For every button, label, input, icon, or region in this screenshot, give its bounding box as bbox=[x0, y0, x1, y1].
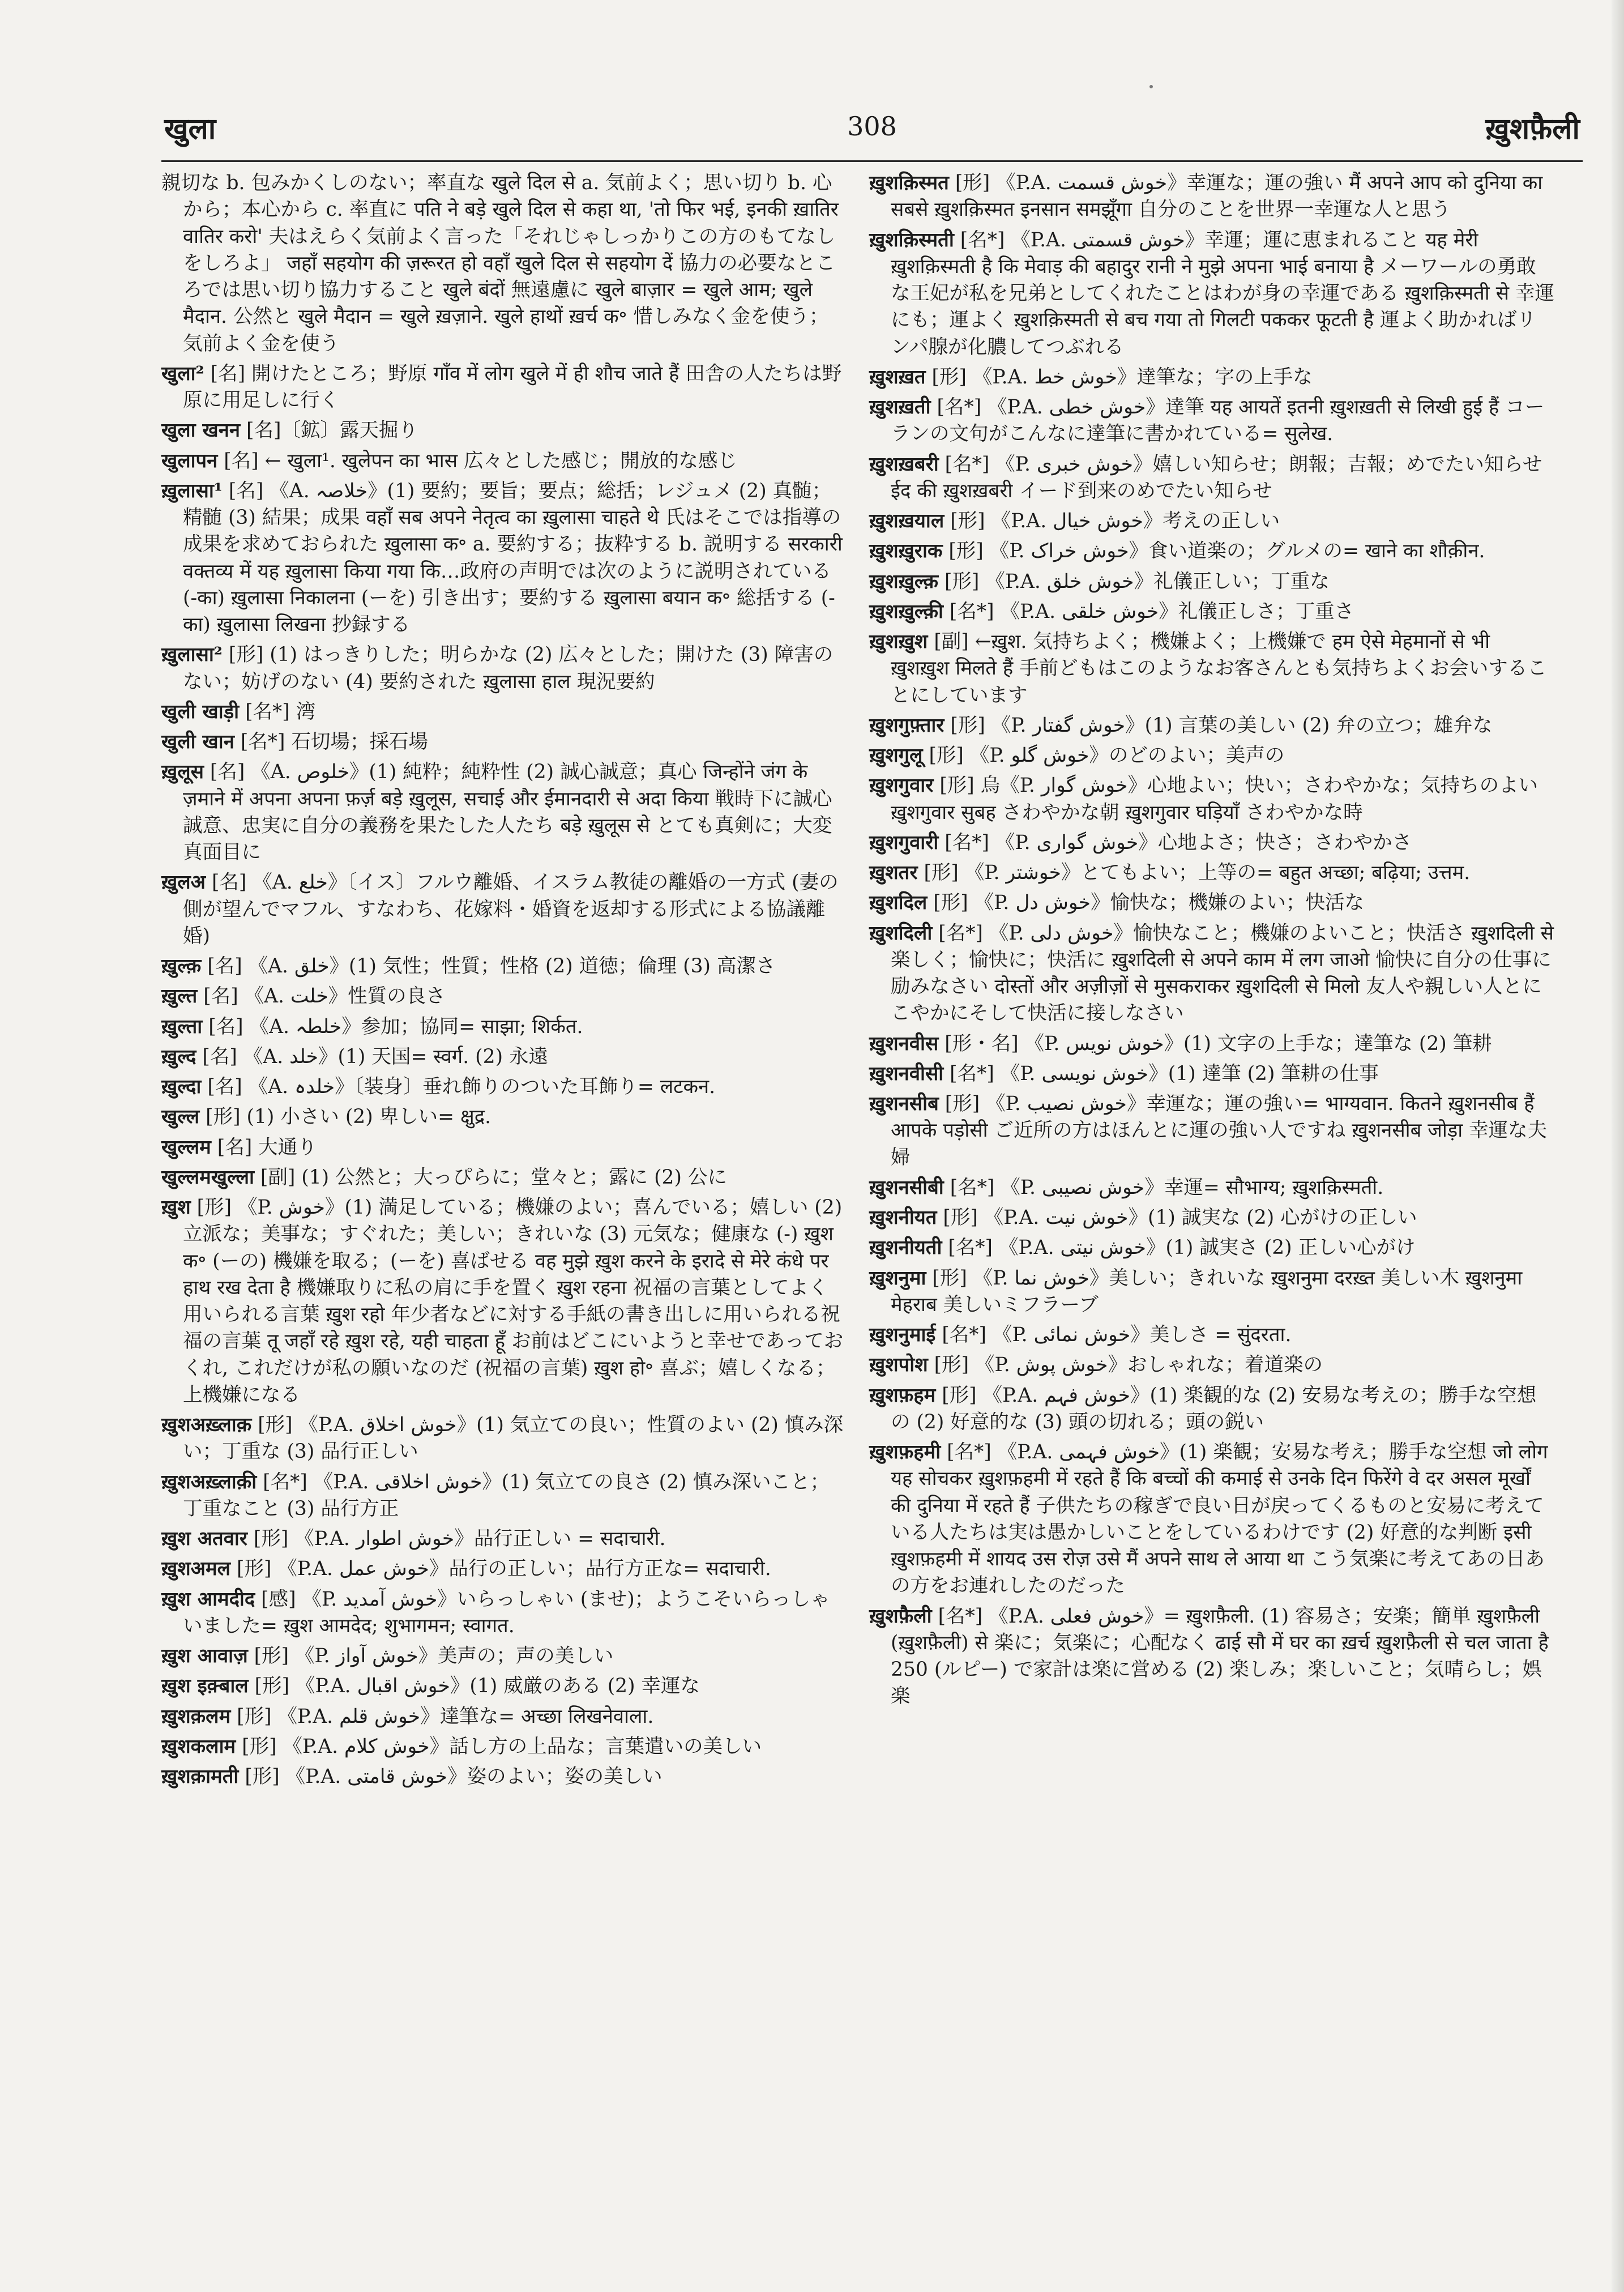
definition: [形] 《P.A. خوش قسمت》幸運な；運の強い मैं अपने आप को दुनिया का सबसे ख़ुशक़िस्मत इनसान समझूँगा 自分のことを世界一幸運な人と思う bbox=[891, 172, 1543, 221]
definition: [形] 《P. خوش خراک》食い道楽の；グルメの= खाने का शौक़ीन. bbox=[948, 540, 1485, 563]
definition: [形] 《P.A. خوش عمل》品行の正しい；品行方正な= सदाचारी. bbox=[237, 1557, 771, 1581]
dictionary-entry bbox=[869, 569, 1554, 595]
headword: ख़ुशनुमाई bbox=[869, 1324, 936, 1346]
definition: [副] ←ख़ुश. 気持ちよく；機嫌よく；上機嫌で हम ऐसे मेहमानों से भी ख़ुशख़ुश मिलते हैं 手前どもはこのようなお客さんとも気持ちよくお会いすることにしています bbox=[891, 630, 1547, 707]
definition: [名] ← खुला¹. खुलेपन का भास 広々とした感じ；開放的な感じ bbox=[224, 449, 738, 472]
right-column bbox=[869, 170, 1554, 1714]
headword: ख़ुश आमदीद bbox=[161, 1587, 255, 1611]
definition: [形・名] 《P. خوش نویس》(1) 文字の上手な；達筆な (2) 筆耕 bbox=[945, 1032, 1492, 1055]
dictionary-entry bbox=[869, 451, 1554, 505]
headword: ख़ुशक़िस्मत bbox=[869, 172, 949, 194]
headword: ख़ुशअमल bbox=[161, 1557, 231, 1581]
dictionary-entry bbox=[869, 1265, 1554, 1319]
dictionary-entry bbox=[161, 1526, 847, 1552]
dictionary-entry bbox=[869, 1603, 1554, 1710]
headword: ख़ुशक़ामती bbox=[161, 1765, 239, 1788]
dictionary-entry bbox=[869, 599, 1554, 625]
dictionary-entry bbox=[869, 1205, 1554, 1231]
dictionary-entry bbox=[161, 361, 847, 415]
headword: ख़ुशख़ती bbox=[869, 396, 931, 419]
definition: [形] 《P. خوش نصیب》幸運な；運の強い= भाग्यवान. कितने ख़ुशनसीब हैं आपके पड़ोसी ご近所の方はほんとに運の強い人ですね ख़ुशनसीब जोड़ा 幸運な夫婦 bbox=[891, 1092, 1548, 1169]
definition: [形] 《P.A. خوش اقبال》(1) 威厳のある (2) 幸運な bbox=[254, 1675, 700, 1698]
dictionary-entry bbox=[869, 394, 1554, 448]
dictionary-entry bbox=[161, 170, 847, 357]
headword: ख़ुशतर bbox=[869, 861, 918, 884]
dictionary-entry bbox=[161, 642, 847, 695]
dictionary-entry bbox=[161, 478, 847, 639]
headword: ख़ुशअख़्लाक़ी bbox=[161, 1470, 257, 1493]
definition: [名*] 《P.A. خوش نیتی》(1) 誠実さ (2) 正しい心がけ bbox=[948, 1236, 1416, 1260]
headword: ख़ुलअ bbox=[161, 871, 206, 894]
headword: खुल्लमखुल्ला bbox=[161, 1166, 254, 1189]
headword: ख़ुशनवीस bbox=[869, 1032, 939, 1055]
headword: ख़ुशख़बरी bbox=[869, 453, 939, 476]
dictionary-entry bbox=[161, 953, 847, 980]
dictionary-entry bbox=[869, 742, 1554, 769]
headword: ख़ुशनसीबी bbox=[869, 1176, 944, 1199]
definition: [名] 《A. خلت》性質の良さ bbox=[203, 985, 446, 1008]
headword: ख़ुशगुफ़्तार bbox=[869, 714, 945, 737]
definition: [名*] 《P. خوش گواری》心地よさ；快さ；さわやかさ bbox=[945, 831, 1412, 854]
headword: ख़ुल्त bbox=[161, 985, 198, 1008]
dictionary-entry bbox=[869, 920, 1554, 1027]
headword: ख़ुशख़ुराक bbox=[869, 540, 943, 563]
dictionary-entry bbox=[161, 1014, 847, 1040]
definition: [形] 《P. خوش گفتار》(1) 言葉の美しい (2) 弁の立つ；雄弁な bbox=[950, 714, 1493, 737]
definition: [形] 《P. خوش پوش》おしゃれな；着道楽の bbox=[934, 1354, 1323, 1377]
definition: [名*] 《P. خوش خبری》嬉しい知らせ；朗報；吉報；めでたい知らせ ईद की ख़ुशख़बरी イード到来のめでたい知らせ bbox=[891, 453, 1542, 502]
definition: [名*] 湾 bbox=[245, 700, 316, 723]
headword: ख़ुश इक़्बाल bbox=[161, 1675, 249, 1698]
dictionary-entry bbox=[869, 227, 1554, 361]
definition: [名] 《A. خلق》(1) 気性；性質；性格 (2) 道徳；倫理 (3) 高潔さ bbox=[207, 955, 776, 978]
headword: ख़ुल्क़ bbox=[161, 955, 202, 978]
headword: ख़ुशनुमा bbox=[869, 1266, 926, 1290]
dictionary-entry bbox=[869, 170, 1554, 224]
running-head-left: खुला bbox=[164, 112, 216, 146]
dictionary-entry bbox=[869, 1175, 1554, 1201]
headword: ख़ुशनीयत bbox=[869, 1206, 937, 1229]
definition: [形] 《P. خوش》(1) 満足している；機嫌のよい；喜んでいる；嬉しい (2) 立派な；美事な；すぐれた；美しい；きれいな (3) 元気な；健康な (-) ख़ुश क॰ (ーの) 機嫌を取る；(ーを) 喜ばせる वह मुझे ख़ुश करने के इरादे से मेरे कंधे पर हाथ रख देता है 機嫌取りに私の肩に手を置く ख़ुश रहना 祝福の言葉としてよく用いられる言葉 ख़ुश रहो 年少者などに対する手紙の書き出しに用いられる祝福の言葉 तू जहाँ रहे ख़ुश रहे, यही चाहता हूँ お前はどこにいようと幸せであっておくれ, これだけが私の願いなのだ (祝福の言葉) ख़ुश हो॰ 喜ぶ；嬉しくなる；上機嫌になる bbox=[183, 1196, 844, 1406]
definition: [名]〔鉱〕露天掘り bbox=[246, 419, 418, 442]
definition: [名] 《A. خلدہ》〔装身〕垂れ飾りのついた耳飾り= लटकन. bbox=[207, 1075, 716, 1098]
definition: [形] 《P.A. خوش اخلاق》(1) 気立ての良い；性質のよい (2) 慎み深い；丁重な (3) 品行正しい bbox=[183, 1414, 844, 1463]
definition: [名] 開けたところ；野原 गाँव में लोग खुले में ही शौच जाते हैं 田舎の人たちは野原に用足しに行く bbox=[183, 362, 842, 412]
definition: [名*] 《P. خوش دلی》愉快なこと；機嫌のよいこと；快活さ ख़ुशदिली से 楽しく；愉快に；快活に ख़ुशदिली से अपने काम में लग जाओ 愉快に自分の仕事に励みなさい दोस्तों और अज़ीज़ों से मुसकराकर ख़ुशदिली से मिलो 友人や親しい人とにこやかにそして快活に接しなさい bbox=[891, 921, 1554, 1025]
definition: [形] 《P.A. خوش اطوار》品行正しい = सदाचारी. bbox=[253, 1527, 666, 1550]
dictionary-entry bbox=[869, 1439, 1554, 1600]
headword: ख़ुशदिली bbox=[869, 921, 933, 945]
headword: खुलापन bbox=[161, 449, 218, 472]
definition: [名] 《A. خلد》(1) 天国= स्वर्ग. (2) 永遠 bbox=[202, 1045, 549, 1068]
definition: [名] 《A. خلاصہ》(1) 要約；要旨；要点；総括；レジュメ (2) 真髄；精髄 (3) 結果；成果 वहाँ सब अपने नेतृत्व का ख़ुलासा चाहते थे 氏はそこでは指導の成果を求めておられた ख़ुलासा क॰ a. 要約する；抜粋する b. 説明する सरकारी वक्तव्य में यह ख़ुलासा किया गया कि…政府の声明では次のように説明されている (-का) ख़ुलासा निकालना (ーを) 引き出す；要約する ख़ुलासा बयान क॰ 総括する (-का) ख़ुलासा लिखना 抄録する bbox=[183, 479, 843, 636]
dictionary-entry bbox=[869, 712, 1554, 739]
headword: ख़ुल्द bbox=[161, 1045, 196, 1068]
definition: [名*] 《P.A. خوش فعلی》= ख़ुशफ़ैली. (1) 容易さ；安楽；簡単 ख़ुशफ़ैली (ख़ुशफ़ैली) से 楽に；気楽に；心配なく ढाई सौ में घर का ख़र्च ख़ुशफ़ैली से चल जाता है 250 (ルピー) で家計は楽に営める (2) 楽しみ；楽しいこと；気晴らし；娯楽 bbox=[891, 1604, 1549, 1708]
dictionary-entry bbox=[161, 1643, 847, 1670]
dictionary-entry bbox=[161, 1764, 847, 1790]
definition: [形] 烏《P. خوش گوار》心地よい；快い；さわやかな；気持ちのよい ख़ुशगुवार सुबह さわやかな朝 ख़ुशगुवार घड़ियाँ さわやかな時 bbox=[891, 774, 1538, 824]
dictionary-entry bbox=[161, 1164, 847, 1191]
scan-edge bbox=[1612, 0, 1624, 2292]
dictionary-entry bbox=[161, 1586, 847, 1640]
definition: [名*] 《P. خوش نمائی》美しさ = सुंदरता. bbox=[942, 1324, 1292, 1346]
header-rule bbox=[161, 160, 1583, 162]
headword: ख़ुशख़ुश bbox=[869, 630, 928, 653]
running-head-right: ख़ुशफ़ैली bbox=[1485, 112, 1580, 146]
page-number: 308 bbox=[847, 111, 897, 142]
definition: [形] 《P. خوش گلو》のどのよい；美声の bbox=[929, 744, 1285, 767]
headword: ख़ुशख़ुल्क़ bbox=[869, 570, 938, 593]
dictionary-entry bbox=[869, 508, 1554, 535]
headword: खुली खान bbox=[161, 731, 234, 753]
dictionary-entry bbox=[161, 1104, 847, 1130]
dictionary-entry bbox=[869, 1091, 1554, 1171]
left-column bbox=[161, 170, 847, 1794]
headword: ख़ुशदिल bbox=[869, 891, 928, 915]
definition: [名*] 《P.A. خوش خلقی》礼儀正しさ；丁重さ bbox=[949, 600, 1354, 623]
definition: [形] 《P.A. خوش فہم》(1) 楽観的な (2) 安易な考えの；勝手な空想の (2) 好意的な (3) 頭の切れる；頭の鋭い bbox=[891, 1384, 1537, 1433]
scan-speck bbox=[1149, 85, 1153, 88]
headword: ख़ुशअख़्लाक़ bbox=[161, 1414, 252, 1436]
headword: ख़ुशख़याल bbox=[869, 510, 945, 532]
headword: ख़ुशफ़ैली bbox=[869, 1604, 932, 1628]
definition: [名] 大通り bbox=[217, 1136, 317, 1159]
dictionary-entry bbox=[869, 890, 1554, 916]
headword: ख़ुशफ़हम bbox=[869, 1384, 936, 1407]
dictionary-entry bbox=[869, 772, 1554, 826]
headword: ख़ुलासा¹ bbox=[161, 479, 223, 502]
dictionary-entry bbox=[869, 1352, 1554, 1378]
dictionary-entry bbox=[161, 729, 847, 756]
definition: [名*] 《P.A. خوش فہمی》(1) 楽観；安易な考え；勝手な空想 जो लोग यह सोचकर ख़ुशफ़हमी में रहते हैं कि बच्चों की कमाई से उनके दिन फिरेंगे वे दर असल मूर्खों की दुनिया में रहते हैं 子供たちの稼ぎで良い日が戻ってくるものと安易に考えている人たちは実は愚かしいことをしているわけです (2) 好意的な判断 इसी ख़ुशफ़हमी में शायद उस रोज़ उसे मैं अपने साथ ले आया था こう気楽に考えてあの日あの方をお連れしたのだった bbox=[891, 1441, 1548, 1598]
dictionary-entry bbox=[161, 417, 847, 444]
dictionary-entry bbox=[161, 448, 847, 475]
dictionary-entry bbox=[161, 759, 847, 866]
definition: [形] 《P.A. خوش خط》達筆な；字の上手な bbox=[931, 365, 1313, 389]
dictionary-entry bbox=[161, 869, 847, 950]
headword: ख़ुश bbox=[161, 1196, 191, 1219]
headword: ख़ुशनीयती bbox=[869, 1236, 942, 1260]
headword: ख़ुलासा² bbox=[161, 643, 223, 667]
definition: [名] 《A. خلطہ》参加；協同= साझा; शिर्कत. bbox=[208, 1015, 583, 1038]
dictionary-entry bbox=[161, 1074, 847, 1100]
headword: खुली खाड़ी bbox=[161, 700, 240, 723]
headword: खुला² bbox=[161, 362, 204, 385]
headword: ख़ुल्दा bbox=[161, 1075, 202, 1098]
definition: [形] 《P. خوش نما》美しい；きれいな ख़ुशनुमा दरख़्त 美しい木 ख़ुशनुमा मेहराब 美しいミフラーブ bbox=[891, 1266, 1523, 1316]
page-header bbox=[164, 108, 1580, 153]
dictionary-entry bbox=[869, 1031, 1554, 1057]
headword: ख़ुल्ता bbox=[161, 1015, 203, 1038]
headword: खुल्लम bbox=[161, 1136, 211, 1159]
headword: ख़ुशख़त bbox=[869, 365, 926, 389]
headword: ख़ुशनसीब bbox=[869, 1092, 939, 1115]
dictionary-entry bbox=[161, 1194, 847, 1409]
definition: [形] 《P. خوشتر》とてもよい；上等の= बहुत अच्छा; बढ़िया; उत्तम. bbox=[924, 861, 1471, 884]
dictionary-entry bbox=[869, 1235, 1554, 1261]
dictionary-entry bbox=[869, 364, 1554, 391]
definition: [形] 《P.A. خوش نیت》(1) 誠実な (2) 心がけの正しい bbox=[943, 1206, 1417, 1229]
definition: [副] (1) 公然と；大っぴらに；堂々と；露に (2) 公に bbox=[260, 1166, 727, 1189]
definition: [形] 《P.A. خوش خلق》礼儀正しい；丁重な bbox=[944, 570, 1330, 593]
dictionary-entry bbox=[869, 1061, 1554, 1087]
definition: [形] 《P.A. خوش قلم》達筆な= अच्छा लिखनेवाला. bbox=[237, 1705, 654, 1728]
dictionary-entry bbox=[161, 1704, 847, 1730]
definition: [形] 《P.A. خوش قامتی》姿のよい；姿の美しい bbox=[245, 1765, 663, 1788]
dictionary-entry bbox=[869, 629, 1554, 709]
headword: ख़ुशपोश bbox=[869, 1354, 928, 1377]
definition: [名*] 《P. خوش نصیبی》幸運= सौभाग्य; ख़ुशक़िस्मती. bbox=[950, 1176, 1384, 1199]
dictionary-entry bbox=[161, 1556, 847, 1582]
dictionary-entry bbox=[161, 699, 847, 725]
definition: [形] (1) はっきりした；明らかな (2) 広々とした；開けた (3) 障害のない；妨げのない (4) 要約された ख़ुलासा हाल 現況要約 bbox=[183, 643, 834, 693]
dictionary-entry bbox=[161, 983, 847, 1010]
dictionary-entry bbox=[161, 1469, 847, 1523]
headword: ख़ुशक़लम bbox=[161, 1705, 231, 1728]
headword: ख़ुशगुवारी bbox=[869, 831, 939, 854]
definition: [形] 《P.A. خوش خیال》考えの正しい bbox=[950, 510, 1280, 532]
dictionary-entry bbox=[869, 830, 1554, 856]
definition: [名*] 《P.A. خوش اخلاقی》(1) 気立ての良さ (2) 慎み深いこと；丁重なこと (3) 品行方正 bbox=[183, 1470, 830, 1520]
headword: खुला खनन bbox=[161, 419, 241, 442]
dictionary-entry bbox=[161, 1412, 847, 1466]
headword: ख़ुशनवीसी bbox=[869, 1062, 944, 1085]
definition: [名] 《A. خلع》〔イス〕フルウ離婚、イスラム教徒の離婚の一方式 (妻の側が望んでマフル、すなわち、花嫁料・婚資を返却する形式による協議離婚) bbox=[183, 871, 839, 947]
dictionary-entry bbox=[161, 1134, 847, 1161]
headword: ख़ुशफ़हमी bbox=[869, 1441, 941, 1463]
headword: ख़ुशगुलू bbox=[869, 744, 923, 767]
headword: ख़ुश आवाज़ bbox=[161, 1645, 248, 1667]
headword: ख़ुशगुवार bbox=[869, 774, 934, 797]
definition: [名*] 《P. خوش نویسی》(1) 達筆 (2) 筆耕の仕事 bbox=[950, 1062, 1379, 1085]
definition: [感] 《P. خوش آمدید》いらっしゃい (ませ)；ようこそいらっしゃいました= ख़ुश आमदेद; शुभागमन; स्वागत. bbox=[183, 1587, 830, 1637]
dictionary-entry bbox=[161, 1044, 847, 1070]
definition: 親切な b. 包みかくしのない；率直な खुले दिल से a. 気前よく；思い切り b. 心から；本心から c. 率直に पति ने बड़े खुले दिल से कहा था, 'तो फिर भई, इनकी ख़ातिर वातिर करो' 夫はえらく気前よく言った「それじゃしっかりこの方のもてなしをしろよ」 जहाँ सहयोग की ज़रूरत हो वहाँ खुले दिल से सहयोग दें 協力の必要なところでは思い切り協力すること खुले बंदों 無遠慮に खुले बाज़ार = खुले आम; खुले मैदान. 公然と खुले मैदान = खुले ख़ज़ाने. खुले हाथों ख़र्च क॰ 惜しみなく金を使う；気前よく金を使う bbox=[161, 172, 839, 355]
headword: ख़ुशक़िस्मती bbox=[869, 228, 954, 251]
definition: [形] 《P. خوش دل》愉快な；機嫌のよい；快活な bbox=[933, 891, 1365, 915]
headword: ख़ुलूस bbox=[161, 761, 204, 784]
definition: [形] 《P.A. خوش کلام》話し方の上品な；言葉遣いの美しい bbox=[242, 1735, 762, 1758]
definition: [名*] 《P.A. خوش قسمتی》幸運；運に恵まれること यह मेरी ख़ुशक़िस्मती है कि मेवाड़ की बहादुर रानी ने मुझे अपना भाई बनाया है メーワールの勇敢な王妃が私を兄弟としてくれたことはわが身の幸運である ख़ुशक़िस्मती से 幸運にも；運よく ख़ुशक़िस्मती से बच गया तो गिलटी पककर फूटती है 運よく助かればリンパ腺が化膿してつぶれる bbox=[891, 228, 1554, 358]
headword: खुल्ल bbox=[161, 1106, 200, 1129]
definition: [名*] 石切場；採石場 bbox=[240, 731, 428, 753]
headword: ख़ुश अतवार bbox=[161, 1527, 247, 1550]
dictionary-entry bbox=[161, 1673, 847, 1700]
headword: ख़ुशख़ुल्क़ी bbox=[869, 600, 943, 623]
dictionary-entry bbox=[869, 860, 1554, 886]
definition: [形] (1) 小さい (2) 卑しい= क्षुद्र. bbox=[206, 1106, 492, 1129]
definition: [名*] 《P.A. خوش خطی》達筆 यह आयतें इतनी ख़ुशख़ती से लिखी हुई हैं コーランの文句がこんなに達筆に書かれている= सुलेख. bbox=[891, 396, 1545, 446]
definition: [名] 《A. خلوص》(1) 純粋；純粋性 (2) 誠心誠意；真心 जिन्होंने जंग के ज़माने में अपना अपना फ़र्ज़ बड़े ख़ुलूस, सचाई और ईमानदारी से अदा किया 戦時下に誠心誠意、忠実に自分の義務を果たした人たち बड़े ख़ुलूस से とても真剣に；大変真面目に bbox=[183, 761, 832, 864]
dictionary-entry bbox=[869, 1382, 1554, 1436]
dictionary-entry bbox=[869, 538, 1554, 565]
dictionary-entry bbox=[869, 1322, 1554, 1348]
dictionary-entry bbox=[161, 1734, 847, 1760]
headword: ख़ुशकलाम bbox=[161, 1735, 236, 1758]
definition: [形] 《P. خوش آواز》美声の；声の美しい bbox=[254, 1645, 614, 1667]
